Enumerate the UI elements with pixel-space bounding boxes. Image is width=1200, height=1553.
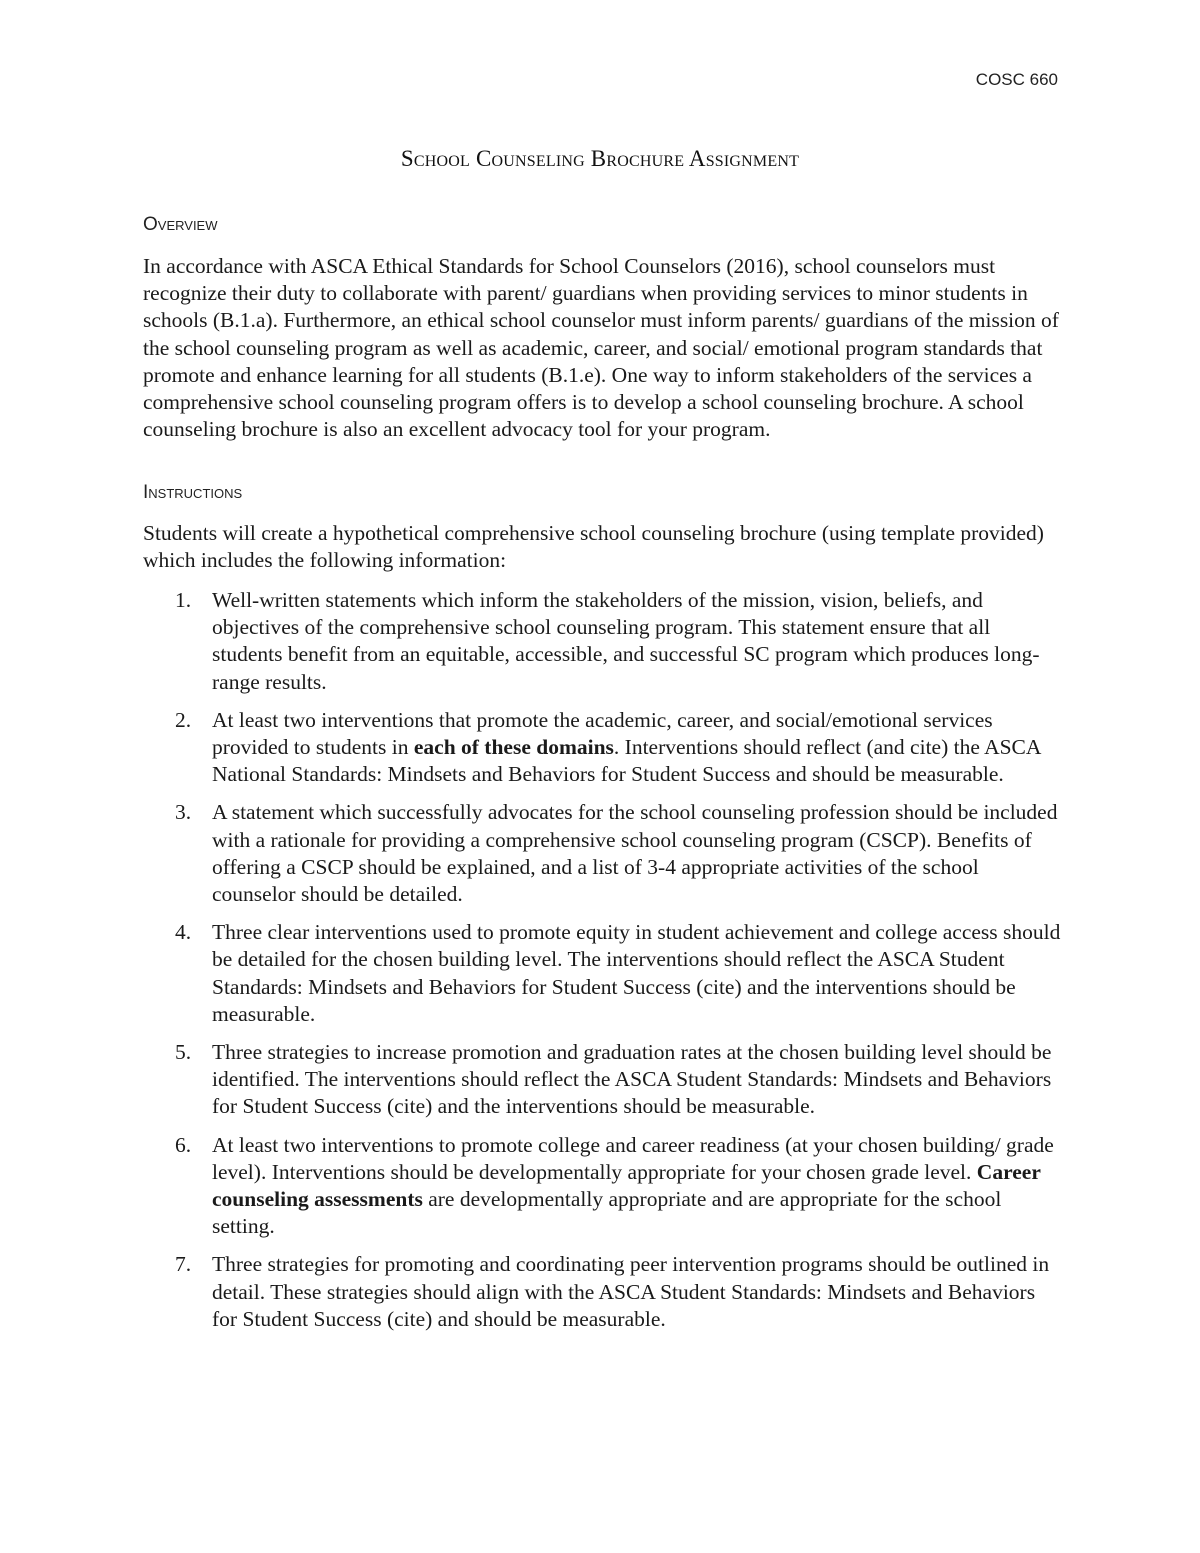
list-item xyxy=(143,799,1063,908)
list-item xyxy=(143,587,1063,696)
list-item-text: Well-written statements which inform the stakeholders of the mission, vision, beliefs, and objectives of the comprehensive school counseling program. This statement ensure that all students benefit from an equitable, accessible, and successful SC program which produces long-range results. xyxy=(212,588,1040,694)
list-item-bold-text: Career counseling assessments xyxy=(212,1159,1041,1212)
list-item-text: A statement which successfully advocates for the school counseling profession should be included with a rationale for providing a comprehensive school counseling program (CSCP). Benefits of offering a CSCP should be explained, and a list of 3-4 appropriate activities of the school counselor should be detailed. xyxy=(212,800,1058,907)
list-item-text-after: are developmentally appropriate and are appropriate for the school setting. xyxy=(212,1187,1002,1239)
requirements-list xyxy=(143,587,1063,1344)
list-item-text: Three strategies for promoting and coordinating peer intervention programs should be outlined in detail. These strategies should align with the ASCA Student Standards: Mindsets and Behaviors for Student Success (cite) and should be measurable. xyxy=(212,1252,1050,1331)
list-item xyxy=(143,1132,1063,1241)
list-item-text-before: At least two interventions that promote the academic, career, and social/emotional services provided to students in xyxy=(212,707,993,760)
overview-paragraph: In accordance with ASCA Ethical Standards for School Counselors (2016), school counselors must recognize their duty to collaborate with parent/ guardians when providing services to minor students in schools (B.1.a). Furthermore, an ethical school counselor must inform parents/ guardians of the mission of the school counseling program as well as academic, career, and social/ emotional program standards that promote and enhance learning for all students (B.1.e). One way to inform stakeholders of the services a comprehensive school counseling program offers is to develop a school counseling brochure. A school counseling brochure is also an excellent advocacy tool for your program. xyxy=(143,254,1059,442)
list-item-bold-text: each of these domains xyxy=(413,735,614,760)
list-item xyxy=(143,919,1063,1028)
overview-heading: Overview xyxy=(143,214,218,235)
list-item-text: Three strategies to increase promotion and graduation rates at the chosen building level should be identified. The interventions should reflect the ASCA Student Standards: Mindsets and Behaviors for Student Success (cite) and the interventions should be measurable. xyxy=(212,1040,1052,1119)
list-item-text-before: At least two interventions to promote college and career readiness (at your chosen building/ grade level). Interventions should be developmentally appropriate for your chosen grade level. xyxy=(212,1132,1054,1184)
instructions-heading: Instructions xyxy=(143,482,243,503)
instructions-intro: Students will create a hypothetical comprehensive school counseling brochure (using template provided) which includes the following information: xyxy=(143,521,1044,573)
course-code: COSC 660 xyxy=(975,70,1058,89)
document-title: School Counseling Brochure Assignment xyxy=(400,146,800,171)
list-item-text xyxy=(212,1133,1054,1239)
list-number: 7. xyxy=(175,1252,192,1277)
list-number: 3. xyxy=(175,800,192,825)
list-item-text: Three clear interventions used to promote equity in student achievement and college access should be detailed for the chosen building level. The interventions should reflect the ASCA Student Standards: Mindsets and Behaviors for Student Success (cite) and the interventions should be measurable. xyxy=(212,920,1061,1026)
list-item-text xyxy=(212,708,1040,786)
list-number: 4. xyxy=(175,920,192,945)
list-number: 6. xyxy=(175,1132,192,1157)
list-item-text-after: . Interventions should reflect (and cite) the ASCA National Standards: Mindsets and Behaviors for Student Success and should be measurable. xyxy=(212,735,1041,787)
list-item xyxy=(143,707,1063,789)
list-number: 1. xyxy=(175,588,192,612)
list-number: 2. xyxy=(175,707,192,732)
list-item xyxy=(143,1251,1063,1333)
list-item xyxy=(143,1039,1063,1121)
list-number: 5. xyxy=(175,1040,192,1065)
